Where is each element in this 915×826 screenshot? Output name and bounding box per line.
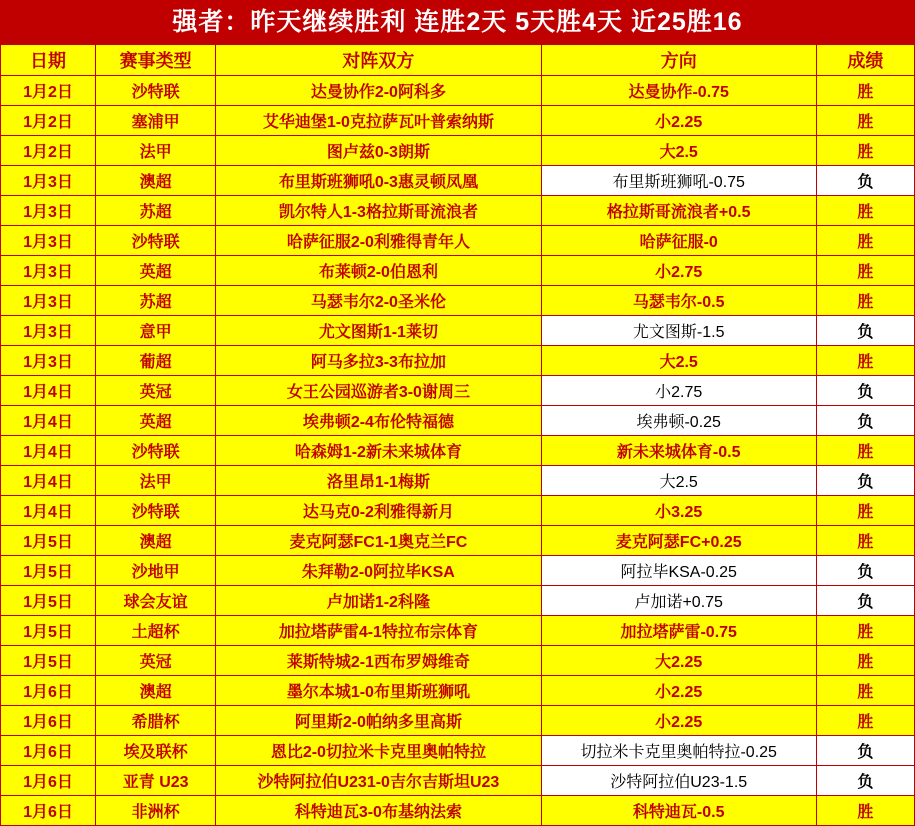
- cell-date: 1月4日: [1, 496, 96, 526]
- cell-date: 1月5日: [1, 556, 96, 586]
- cell-date: 1月3日: [1, 316, 96, 346]
- table-row: [1, 736, 915, 766]
- cell-date: 1月2日: [1, 106, 96, 136]
- table-row: [1, 556, 915, 586]
- table-row: [1, 436, 915, 466]
- cell-direction: 小2.75: [541, 256, 816, 286]
- table-row: [1, 406, 915, 436]
- table-row: [1, 466, 915, 496]
- cell-league: 澳超: [96, 676, 216, 706]
- cell-match: 恩比2-0切拉米卡克里奥帕特拉: [216, 736, 541, 766]
- cell-league: 法甲: [96, 136, 216, 166]
- cell-match: 布莱顿2-0伯恩利: [216, 256, 541, 286]
- cell-result: 胜: [816, 226, 914, 256]
- cell-direction: 小2.25: [541, 706, 816, 736]
- page-title: 强者：昨天继续胜利 连胜2天 5天胜4天 近25胜16: [0, 0, 915, 44]
- cell-result: 胜: [816, 706, 914, 736]
- cell-result: 胜: [816, 136, 914, 166]
- cell-match: 埃弗顿2-4布伦特福德: [216, 406, 541, 436]
- cell-result: 胜: [816, 616, 914, 646]
- cell-direction: 布里斯班狮吼-0.75: [541, 166, 816, 196]
- cell-match: 加拉塔萨雷4-1特拉布宗体育: [216, 616, 541, 646]
- table-row: [1, 166, 915, 196]
- cell-date: 1月5日: [1, 616, 96, 646]
- cell-result: 负: [816, 586, 914, 616]
- table-row: [1, 346, 915, 376]
- cell-league: 沙特联: [96, 436, 216, 466]
- cell-league: 亚青 U23: [96, 766, 216, 796]
- cell-result: 负: [816, 376, 914, 406]
- table-row: [1, 286, 915, 316]
- cell-match: 女王公园巡游者3-0谢周三: [216, 376, 541, 406]
- cell-direction: 切拉米卡克里奥帕特拉-0.25: [541, 736, 816, 766]
- cell-direction: 大2.5: [541, 136, 816, 166]
- cell-direction: 哈萨征服-0: [541, 226, 816, 256]
- table-row: [1, 316, 915, 346]
- cell-result: 负: [816, 466, 914, 496]
- cell-direction: 麦克阿瑟FC+0.25: [541, 526, 816, 556]
- table-row: [1, 136, 915, 166]
- cell-date: 1月4日: [1, 466, 96, 496]
- cell-result: 胜: [816, 76, 914, 106]
- cell-league: 沙特联: [96, 496, 216, 526]
- cell-date: 1月6日: [1, 766, 96, 796]
- cell-date: 1月2日: [1, 76, 96, 106]
- cell-result: 胜: [816, 106, 914, 136]
- column-header-result: 成绩: [816, 45, 914, 76]
- cell-direction: 埃弗顿-0.25: [541, 406, 816, 436]
- table-row: [1, 646, 915, 676]
- cell-direction: 大2.25: [541, 646, 816, 676]
- cell-league: 沙地甲: [96, 556, 216, 586]
- cell-match: 洛里昂1-1梅斯: [216, 466, 541, 496]
- table-row: [1, 586, 915, 616]
- table-row: [1, 256, 915, 286]
- cell-direction: 小3.25: [541, 496, 816, 526]
- cell-match: 科特迪瓦3-0布基纳法索: [216, 796, 541, 826]
- cell-date: 1月3日: [1, 226, 96, 256]
- cell-result: 胜: [816, 286, 914, 316]
- cell-direction: 大2.5: [541, 346, 816, 376]
- cell-direction: 马瑟韦尔-0.5: [541, 286, 816, 316]
- column-header-direction: 方向: [541, 45, 816, 76]
- cell-league: 苏超: [96, 196, 216, 226]
- cell-date: 1月4日: [1, 436, 96, 466]
- cell-league: 意甲: [96, 316, 216, 346]
- cell-direction: 加拉塔萨雷-0.75: [541, 616, 816, 646]
- cell-direction: 尤文图斯-1.5: [541, 316, 816, 346]
- cell-match: 哈森姆1-2新未来城体育: [216, 436, 541, 466]
- table-row: [1, 706, 915, 736]
- table-row: [1, 796, 915, 826]
- cell-league: 英冠: [96, 646, 216, 676]
- cell-match: 沙特阿拉伯U231-0吉尔吉斯坦U23: [216, 766, 541, 796]
- cell-league: 希腊杯: [96, 706, 216, 736]
- cell-league: 球会友谊: [96, 586, 216, 616]
- cell-league: 英超: [96, 406, 216, 436]
- table-row: [1, 76, 915, 106]
- cell-date: 1月6日: [1, 676, 96, 706]
- table-row: [1, 676, 915, 706]
- cell-date: 1月3日: [1, 196, 96, 226]
- cell-match: 麦克阿瑟FC1-1奥克兰FC: [216, 526, 541, 556]
- cell-match: 凯尔特人1-3格拉斯哥流浪者: [216, 196, 541, 226]
- column-header-date: 日期: [1, 45, 96, 76]
- cell-match: 卢加诺1-2科隆: [216, 586, 541, 616]
- cell-result: 负: [816, 406, 914, 436]
- cell-result: 胜: [816, 496, 914, 526]
- cell-direction: 科特迪瓦-0.5: [541, 796, 816, 826]
- cell-result: 胜: [816, 646, 914, 676]
- cell-match: 艾华迪堡1-0克拉萨瓦叶普索纳斯: [216, 106, 541, 136]
- cell-league: 土超杯: [96, 616, 216, 646]
- cell-match: 阿马多拉3-3布拉加: [216, 346, 541, 376]
- cell-date: 1月4日: [1, 376, 96, 406]
- table-row: [1, 616, 915, 646]
- cell-result: 负: [816, 766, 914, 796]
- cell-match: 墨尔本城1-0布里斯班狮吼: [216, 676, 541, 706]
- cell-league: 葡超: [96, 346, 216, 376]
- cell-direction: 格拉斯哥流浪者+0.5: [541, 196, 816, 226]
- table-row: [1, 766, 915, 796]
- cell-date: 1月2日: [1, 136, 96, 166]
- cell-league: 澳超: [96, 166, 216, 196]
- table-row: [1, 376, 915, 406]
- cell-result: 胜: [816, 526, 914, 556]
- cell-league: 沙特联: [96, 76, 216, 106]
- cell-date: 1月3日: [1, 346, 96, 376]
- cell-result: 负: [816, 166, 914, 196]
- table-body: [1, 76, 915, 826]
- cell-match: 朱拜勒2-0阿拉毕KSA: [216, 556, 541, 586]
- cell-league: 澳超: [96, 526, 216, 556]
- cell-date: 1月3日: [1, 286, 96, 316]
- cell-match: 达曼协作2-0阿科多: [216, 76, 541, 106]
- cell-date: 1月3日: [1, 256, 96, 286]
- cell-result: 负: [816, 556, 914, 586]
- cell-league: 埃及联杯: [96, 736, 216, 766]
- cell-direction: 大2.5: [541, 466, 816, 496]
- cell-result: 负: [816, 316, 914, 346]
- cell-direction: 阿拉毕KSA-0.25: [541, 556, 816, 586]
- cell-league: 沙特联: [96, 226, 216, 256]
- cell-league: 塞浦甲: [96, 106, 216, 136]
- cell-match: 达马克0-2利雅得新月: [216, 496, 541, 526]
- cell-match: 布里斯班狮吼0-3惠灵顿凤凰: [216, 166, 541, 196]
- column-header-league: 赛事类型: [96, 45, 216, 76]
- cell-match: 尤文图斯1-1莱切: [216, 316, 541, 346]
- column-header-match: 对阵双方: [216, 45, 541, 76]
- cell-date: 1月5日: [1, 526, 96, 556]
- table-row: [1, 496, 915, 526]
- cell-result: 胜: [816, 436, 914, 466]
- cell-direction: 达曼协作-0.75: [541, 76, 816, 106]
- cell-direction: 沙特阿拉伯U23-1.5: [541, 766, 816, 796]
- cell-direction: 小2.75: [541, 376, 816, 406]
- cell-direction: 小2.25: [541, 676, 816, 706]
- cell-date: 1月4日: [1, 406, 96, 436]
- table-row: [1, 226, 915, 256]
- cell-result: 胜: [816, 676, 914, 706]
- cell-match: 莱斯特城2-1西布罗姆维奇: [216, 646, 541, 676]
- cell-result: 胜: [816, 346, 914, 376]
- cell-date: 1月5日: [1, 646, 96, 676]
- cell-league: 苏超: [96, 286, 216, 316]
- results-table: [0, 44, 915, 826]
- table-row: [1, 196, 915, 226]
- cell-date: 1月3日: [1, 166, 96, 196]
- cell-direction: 新未来城体育-0.5: [541, 436, 816, 466]
- cell-match: 阿里斯2-0帕纳多里高斯: [216, 706, 541, 736]
- cell-date: 1月6日: [1, 706, 96, 736]
- cell-match: 图卢兹0-3朗斯: [216, 136, 541, 166]
- cell-date: 1月6日: [1, 796, 96, 826]
- cell-result: 胜: [816, 196, 914, 226]
- cell-match: 马瑟韦尔2-0圣米伦: [216, 286, 541, 316]
- cell-result: 胜: [816, 256, 914, 286]
- cell-league: 非洲杯: [96, 796, 216, 826]
- cell-direction: 卢加诺+0.75: [541, 586, 816, 616]
- table-row: [1, 106, 915, 136]
- cell-direction: 小2.25: [541, 106, 816, 136]
- cell-match: 哈萨征服2-0利雅得青年人: [216, 226, 541, 256]
- cell-result: 胜: [816, 796, 914, 826]
- cell-result: 负: [816, 736, 914, 766]
- cell-league: 英超: [96, 256, 216, 286]
- cell-date: 1月6日: [1, 736, 96, 766]
- cell-league: 法甲: [96, 466, 216, 496]
- cell-date: 1月5日: [1, 586, 96, 616]
- table-row: [1, 526, 915, 556]
- table-header-row: [1, 45, 915, 76]
- cell-league: 英冠: [96, 376, 216, 406]
